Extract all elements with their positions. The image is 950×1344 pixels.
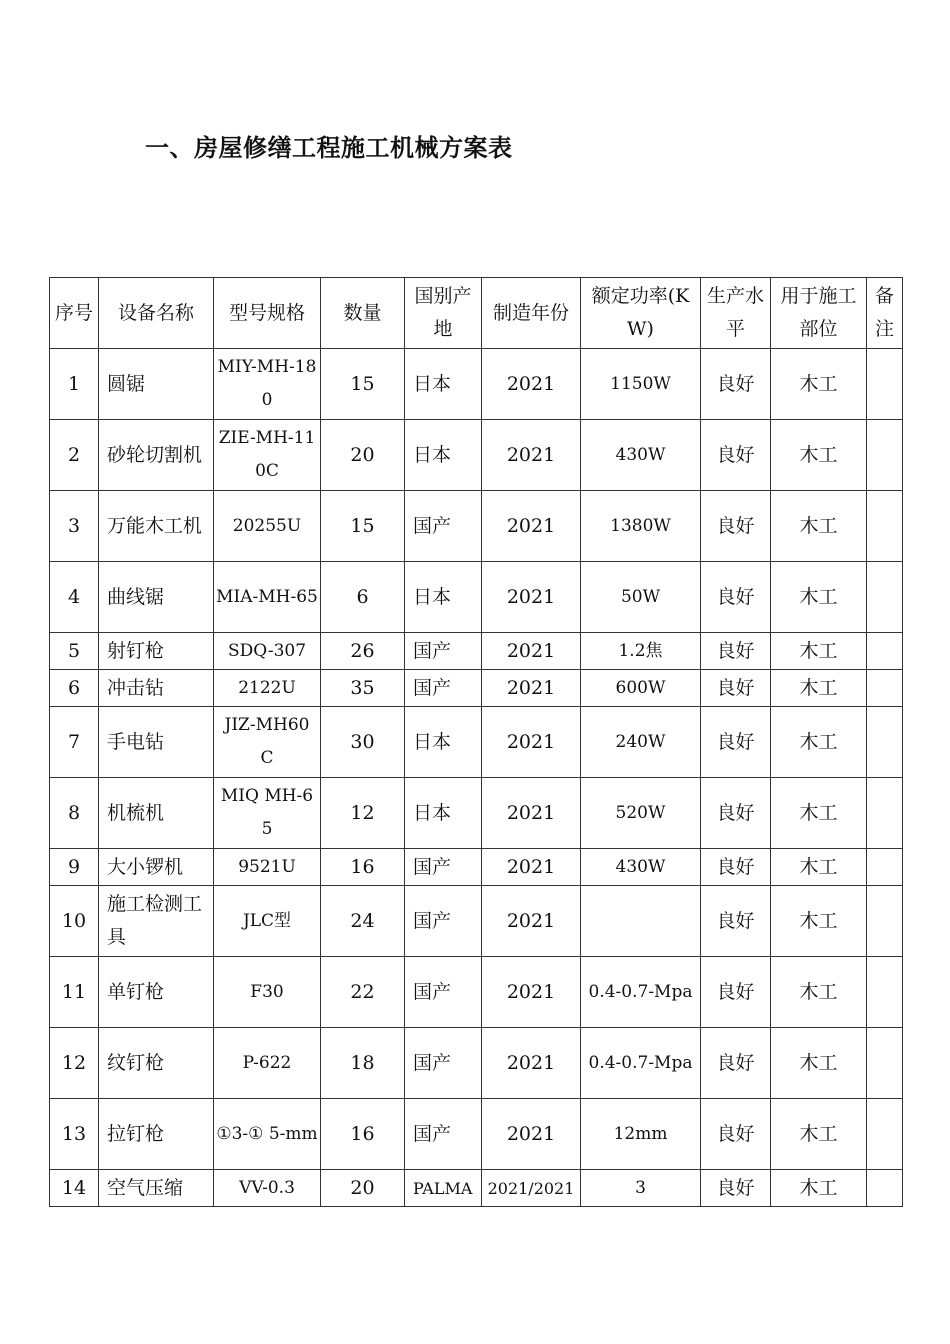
level-cell: 良好 (701, 562, 771, 633)
row-number-cell: 13 (50, 1099, 99, 1170)
power-cell: 1.2焦 (581, 633, 701, 670)
row-number-cell: 9 (50, 849, 99, 886)
level-cell: 良好 (701, 349, 771, 420)
level-cell: 良好 (701, 886, 771, 957)
quantity-cell: 20 (321, 1170, 405, 1207)
origin-cell: 国产 (405, 670, 482, 707)
level-cell: 良好 (701, 849, 771, 886)
header-cell: 备注 (867, 278, 903, 349)
equipment-name-cell: 空气压缩 (99, 1170, 214, 1207)
year-cell: 2021 (482, 491, 581, 562)
power-cell (581, 886, 701, 957)
usage-part-cell: 木工 (771, 349, 867, 420)
power-cell: 0.4-0.7-Mpa (581, 957, 701, 1028)
header-cell: 额定功率(KW) (581, 278, 701, 349)
year-cell: 2021 (482, 957, 581, 1028)
usage-part-cell: 木工 (771, 1099, 867, 1170)
usage-part-cell: 木工 (771, 849, 867, 886)
power-cell: 50W (581, 562, 701, 633)
origin-cell: 日本 (405, 349, 482, 420)
year-cell: 2021 (482, 670, 581, 707)
model-spec-cell: F30 (214, 957, 321, 1028)
row-number-cell: 2 (50, 420, 99, 491)
year-cell: 2021 (482, 778, 581, 849)
table-row (50, 778, 903, 849)
header-cell: 设备名称 (99, 278, 214, 349)
level-cell: 良好 (701, 1028, 771, 1099)
level-cell: 良好 (701, 670, 771, 707)
level-cell: 良好 (701, 420, 771, 491)
table-row (50, 707, 903, 778)
year-cell: 2021 (482, 707, 581, 778)
year-cell: 2021 (482, 349, 581, 420)
origin-cell: 国产 (405, 491, 482, 562)
quantity-cell: 18 (321, 1028, 405, 1099)
level-cell: 良好 (701, 491, 771, 562)
row-number-cell: 14 (50, 1170, 99, 1207)
year-cell: 2021/2021 (482, 1170, 581, 1207)
equipment-name-cell: 砂轮切割机 (99, 420, 214, 491)
remark-cell (867, 886, 903, 957)
power-cell: 600W (581, 670, 701, 707)
model-spec-cell: P-622 (214, 1028, 321, 1099)
equipment-name-cell: 冲击钻 (99, 670, 214, 707)
equipment-name-cell: 曲线锯 (99, 562, 214, 633)
year-cell: 2021 (482, 420, 581, 491)
origin-cell: 国产 (405, 1099, 482, 1170)
model-spec-cell: ZIE-MH-110C (214, 420, 321, 491)
usage-part-cell: 木工 (771, 491, 867, 562)
power-cell: 1380W (581, 491, 701, 562)
level-cell: 良好 (701, 707, 771, 778)
model-spec-cell: MIY-MH-180 (214, 349, 321, 420)
remark-cell (867, 349, 903, 420)
remark-cell (867, 1170, 903, 1207)
table-row (50, 420, 903, 491)
header-cell: 制造年份 (482, 278, 581, 349)
row-number-cell: 3 (50, 491, 99, 562)
quantity-cell: 35 (321, 670, 405, 707)
origin-cell: 日本 (405, 707, 482, 778)
power-cell: 520W (581, 778, 701, 849)
quantity-cell: 26 (321, 633, 405, 670)
table-row (50, 957, 903, 1028)
remark-cell (867, 849, 903, 886)
origin-cell: 日本 (405, 420, 482, 491)
table-row (50, 633, 903, 670)
origin-cell: 国产 (405, 886, 482, 957)
header-cell: 用于施工部位 (771, 278, 867, 349)
row-number-cell: 8 (50, 778, 99, 849)
usage-part-cell: 木工 (771, 707, 867, 778)
origin-cell: 国产 (405, 849, 482, 886)
row-number-cell: 4 (50, 562, 99, 633)
header-cell: 数量 (321, 278, 405, 349)
model-spec-cell: JIZ-MH60 C (214, 707, 321, 778)
equipment-name-cell: 万能木工机 (99, 491, 214, 562)
usage-part-cell: 木工 (771, 886, 867, 957)
power-cell: 240W (581, 707, 701, 778)
quantity-cell: 24 (321, 886, 405, 957)
remark-cell (867, 707, 903, 778)
model-spec-cell: SDQ-307 (214, 633, 321, 670)
origin-cell: 日本 (405, 562, 482, 633)
origin-cell: 国产 (405, 957, 482, 1028)
usage-part-cell: 木工 (771, 1170, 867, 1207)
power-cell: 3 (581, 1170, 701, 1207)
equipment-table (49, 277, 903, 1207)
year-cell: 2021 (482, 849, 581, 886)
table-row (50, 849, 903, 886)
model-spec-cell: MIQ MH-65 (214, 778, 321, 849)
level-cell: 良好 (701, 778, 771, 849)
usage-part-cell: 木工 (771, 420, 867, 491)
power-cell: 1150W (581, 349, 701, 420)
usage-part-cell: 木工 (771, 778, 867, 849)
usage-part-cell: 木工 (771, 1028, 867, 1099)
model-spec-cell: 20255U (214, 491, 321, 562)
model-spec-cell: MIA-MH-65 (214, 562, 321, 633)
model-spec-cell: 9521U (214, 849, 321, 886)
row-number-cell: 12 (50, 1028, 99, 1099)
equipment-name-cell: 机梳机 (99, 778, 214, 849)
power-cell: 0.4-0.7-Mpa (581, 1028, 701, 1099)
table-row (50, 1170, 903, 1207)
quantity-cell: 15 (321, 349, 405, 420)
header-cell: 序号 (50, 278, 99, 349)
year-cell: 2021 (482, 562, 581, 633)
usage-part-cell: 木工 (771, 670, 867, 707)
remark-cell (867, 670, 903, 707)
remark-cell (867, 562, 903, 633)
quantity-cell: 22 (321, 957, 405, 1028)
table-row (50, 562, 903, 633)
equipment-name-cell: 圆锯 (99, 349, 214, 420)
header-cell: 型号规格 (214, 278, 321, 349)
row-number-cell: 11 (50, 957, 99, 1028)
model-spec-cell: JLC型 (214, 886, 321, 957)
quantity-cell: 20 (321, 420, 405, 491)
remark-cell (867, 957, 903, 1028)
header-cell: 生产水平 (701, 278, 771, 349)
page-title: 一、房屋修缮工程施工机械方案表 (145, 134, 513, 162)
equipment-name-cell: 射钉枪 (99, 633, 214, 670)
model-spec-cell: VV-0.3 (214, 1170, 321, 1207)
table-header-row (50, 278, 903, 349)
origin-cell: 日本 (405, 778, 482, 849)
origin-cell: PALMA (405, 1170, 482, 1207)
equipment-name-cell: 拉钉枪 (99, 1099, 214, 1170)
header-cell: 国别产地 (405, 278, 482, 349)
remark-cell (867, 1028, 903, 1099)
power-cell: 430W (581, 420, 701, 491)
model-spec-cell: 2122U (214, 670, 321, 707)
power-cell: 430W (581, 849, 701, 886)
usage-part-cell: 木工 (771, 633, 867, 670)
remark-cell (867, 1099, 903, 1170)
remark-cell (867, 420, 903, 491)
level-cell: 良好 (701, 957, 771, 1028)
year-cell: 2021 (482, 633, 581, 670)
quantity-cell: 16 (321, 849, 405, 886)
level-cell: 良好 (701, 633, 771, 670)
table-row (50, 349, 903, 420)
year-cell: 2021 (482, 1028, 581, 1099)
table-row (50, 491, 903, 562)
usage-part-cell: 木工 (771, 562, 867, 633)
equipment-name-cell: 大小锣机 (99, 849, 214, 886)
table-row (50, 1028, 903, 1099)
row-number-cell: 1 (50, 349, 99, 420)
remark-cell (867, 778, 903, 849)
table-row (50, 886, 903, 957)
year-cell: 2021 (482, 1099, 581, 1170)
model-spec-cell: ①3-① 5-mm (214, 1099, 321, 1170)
quantity-cell: 6 (321, 562, 405, 633)
row-number-cell: 5 (50, 633, 99, 670)
level-cell: 良好 (701, 1170, 771, 1207)
remark-cell (867, 491, 903, 562)
usage-part-cell: 木工 (771, 957, 867, 1028)
quantity-cell: 16 (321, 1099, 405, 1170)
quantity-cell: 12 (321, 778, 405, 849)
equipment-name-cell: 单钉枪 (99, 957, 214, 1028)
power-cell: 12mm (581, 1099, 701, 1170)
remark-cell (867, 633, 903, 670)
quantity-cell: 15 (321, 491, 405, 562)
equipment-name-cell: 纹钉枪 (99, 1028, 214, 1099)
quantity-cell: 30 (321, 707, 405, 778)
equipment-name-cell: 手电钻 (99, 707, 214, 778)
year-cell: 2021 (482, 886, 581, 957)
row-number-cell: 10 (50, 886, 99, 957)
row-number-cell: 6 (50, 670, 99, 707)
table-row (50, 670, 903, 707)
row-number-cell: 7 (50, 707, 99, 778)
table-row (50, 1099, 903, 1170)
origin-cell: 国产 (405, 633, 482, 670)
equipment-name-cell: 施工检测工具 (99, 886, 214, 957)
origin-cell: 国产 (405, 1028, 482, 1099)
level-cell: 良好 (701, 1099, 771, 1170)
